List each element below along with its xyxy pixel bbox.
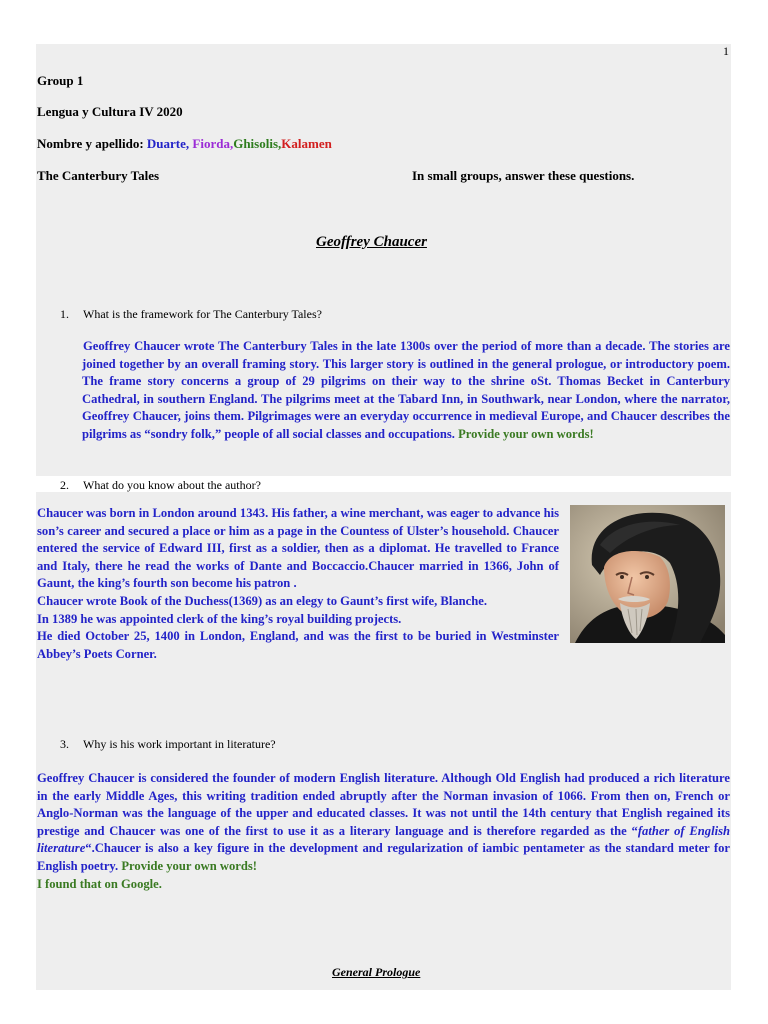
page-title: Geoffrey Chaucer [316, 234, 427, 250]
q3-note: Provide your own words! [121, 858, 257, 873]
q3-answer-italic: father of English literature [37, 823, 730, 856]
q3-answer-text-2: “.Chaucer is also a key figure in the development and regularization of iambic pentameter as the standard meter for English poetry. [37, 841, 730, 873]
q1-answer [82, 338, 730, 444]
student-name: Kalamen [281, 136, 332, 151]
q1-answer-text: Geoffrey Chaucer wrote The Canterbury Tales in the late 1300s over the period of more than a decade. The stories are joined together by an overall framing story. This larger story is outlined in the general prologue, or introductory poem. The frame story concerns a group of 29 pilgrims on their way to the shrine oSt. Thomas Becket in Canterbury Cathedral, in southern England. The pilgrims meet at the Tabard Inn, in Southwark, near London, where the narrator, Geoffrey Chaucer, joins them. Pilgrimages were an everyday occurrence in medieval Europe, and Chaucer describes the pilgrims as “sondry folk,” people of all social classes and occupations. [82, 339, 730, 441]
student-name: Fiorda, [192, 136, 234, 151]
instruction-text: In small groups, answer these questions. [412, 168, 635, 183]
names-label: Nombre y apellido: [37, 136, 144, 151]
chaucer-portrait-icon [570, 505, 725, 643]
topic-label: The Canterbury Tales [37, 168, 160, 183]
q2-question: What do you know about the author? [83, 478, 261, 492]
q3-answer [37, 770, 730, 876]
q3-source-note: I found that on Google. [37, 877, 162, 891]
student-name: Duarte, [146, 136, 190, 151]
footer-heading: General Prologue [332, 965, 421, 979]
group-label: Group 1 [37, 73, 84, 88]
q2-number: 2. [60, 478, 69, 492]
student-name: Ghisolis, [233, 136, 282, 151]
q3-question: Why is his work important in literature? [83, 737, 276, 751]
q3-number: 3. [60, 737, 69, 751]
q2-answer-p2: Chaucer wrote Book of the Duchess(1369) as an elegy to Gaunt’s first wife, Blanche. [37, 593, 487, 608]
q1-question: What is the framework for The Canterbury Tales? [83, 307, 322, 321]
names-line [37, 136, 332, 152]
course-label: Lengua y Cultura IV 2020 [37, 104, 183, 119]
q1-note: Provide your own words! [458, 426, 594, 441]
q2-answer-p4: He died October 25, 1400 in London, England, and was the first to be buried in Westminster Abbey’s Poets Corner. [37, 629, 559, 661]
q2-answer [37, 505, 559, 663]
q2-answer-p3: In 1389 he was appointed clerk of the king’s royal building projects. [37, 611, 402, 626]
q3-answer-text-1: Geoffrey Chaucer is considered the founder of modern English literature. Although Old English had produced a rich literature in the early Middle Ages, this writing tradition ended abruptly after the Norman invasion of 1066. From then on, French or Anglo-Norman was the language of the upper and educated classes. It was not until the 14th century that English regained its prestige and Chaucer was one of the first to use it as a literary language and is therefore regarded as the “ [37, 771, 730, 838]
q1-number: 1. [60, 307, 69, 321]
page-number: 1 [723, 44, 729, 58]
q2-answer-p1: Chaucer was born in London around 1343. His father, a wine merchant, was eager to advance his son’s career and secured a place or him as a page in the Countess of Ulster’s household. Chaucer entered the service of Edward III, first as a soldier, then as a diplomat. He travelled to France and Italy, there he read the works of Dante and Boccaccio.Chaucer married in 1366, John of Gaunt, the king’s fourth son become his patron . [37, 506, 559, 591]
student-names [147, 136, 332, 151]
